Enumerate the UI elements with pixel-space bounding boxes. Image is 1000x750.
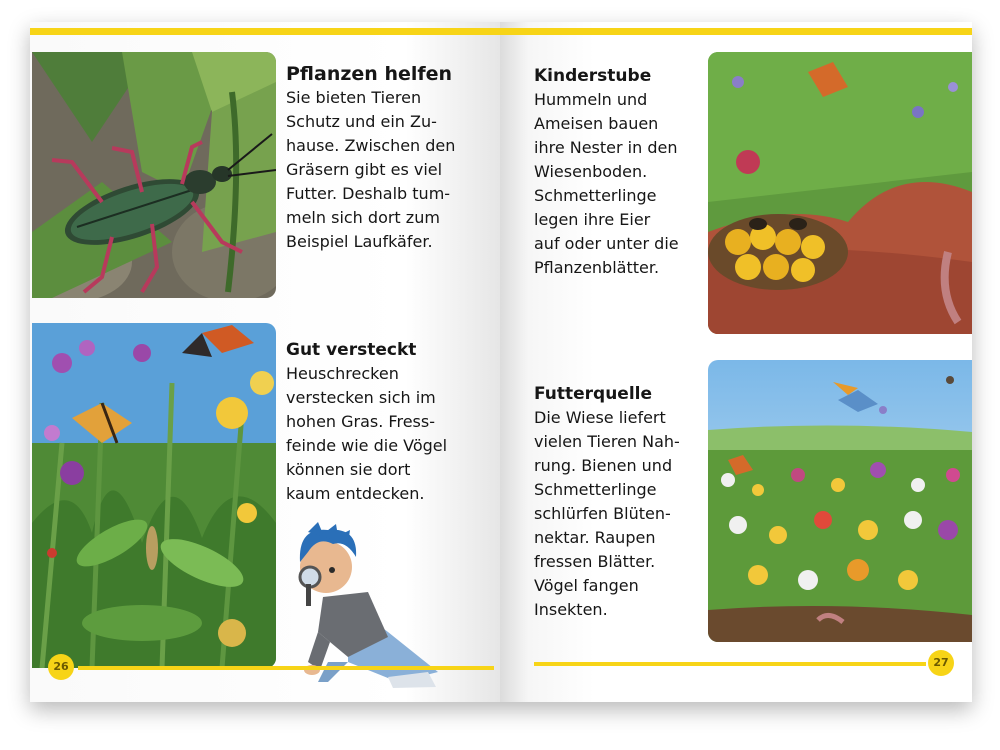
left-page bbox=[30, 22, 501, 702]
body-nursery: Hummeln und Ameisen bauen ihre Nester in den Wiesenboden. Schmetterlinge legen ihre Eier auf oder unter die Pflanzenblätter. bbox=[534, 90, 679, 277]
body-food-source: Die Wiese liefert vielen Tieren Nah- rung. Bienen und Schmetterlinge schlürfen Blüten- nektar. Raupen fressen Blätter. Vögel fangen Insekten. bbox=[534, 408, 680, 619]
section-food-source bbox=[534, 382, 714, 622]
section-plants-help bbox=[286, 62, 486, 254]
footer-accent-line bbox=[534, 662, 926, 666]
heading-plants-help: Pflanzen helfen bbox=[286, 63, 453, 85]
beetle-illustration bbox=[32, 52, 276, 298]
body-well-hidden: Heuschrecken verstecken sich im hohen Gras. Fress- feinde wie die Vögel können sie dort kaum entdecken. bbox=[286, 364, 448, 503]
right-page bbox=[500, 22, 972, 702]
bumblebee-nest-illustration bbox=[708, 52, 972, 334]
footer-accent-line bbox=[78, 666, 494, 670]
page-number-26: 26 bbox=[48, 654, 74, 680]
heading-food-source: Futterquelle bbox=[534, 384, 653, 404]
page-number-27: 27 bbox=[928, 650, 954, 676]
heading-well-hidden: Gut versteckt bbox=[286, 340, 417, 360]
meadow-flowers-illustration bbox=[32, 323, 276, 668]
body-plants-help: Sie bieten Tieren Schutz und ein Zu- hause. Zwischen den Gräsern gibt es viel Futter. Deshalb tum- meln sich dort zum Beispiel Laufkäfer. bbox=[286, 88, 456, 251]
meadow-illustration bbox=[708, 360, 972, 642]
top-accent-bar bbox=[500, 28, 972, 35]
heading-nursery: Kinderstube bbox=[534, 66, 652, 86]
section-well-hidden bbox=[286, 338, 486, 506]
top-accent-bar bbox=[30, 28, 500, 35]
section-nursery bbox=[534, 64, 714, 280]
